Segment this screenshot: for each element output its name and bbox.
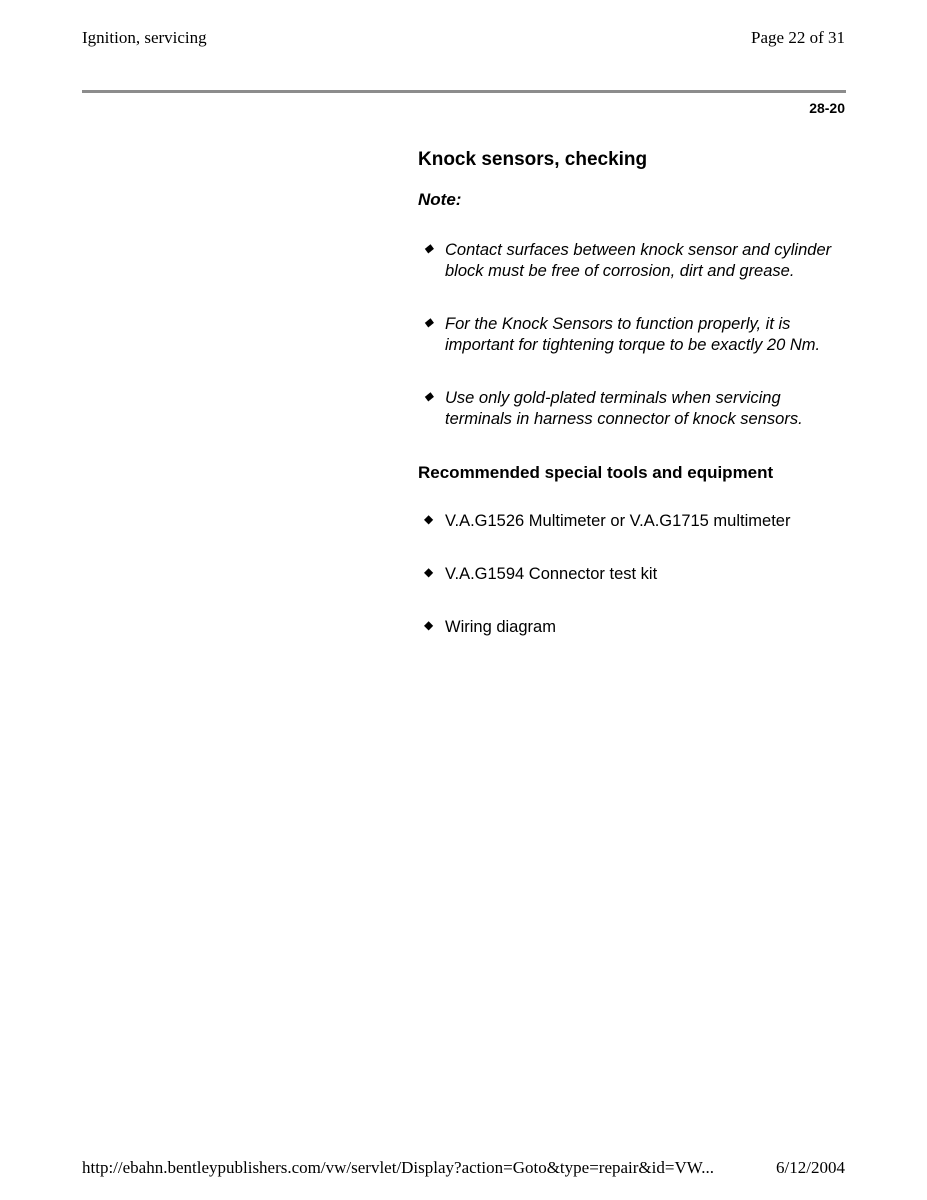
tool-text: V.A.G1526 Multimeter or V.A.G1715 multimeter bbox=[445, 512, 791, 530]
diamond-bullet-icon: ◆ bbox=[424, 389, 434, 403]
list-item bbox=[418, 564, 838, 585]
diamond-bullet-icon: ◆ bbox=[424, 315, 434, 329]
diamond-bullet-icon: ◆ bbox=[424, 512, 434, 526]
section-number: 28-20 bbox=[809, 100, 845, 116]
page-indicator: Page 22 of 31 bbox=[751, 28, 845, 47]
list-item bbox=[418, 240, 838, 282]
footer-date: 6/12/2004 bbox=[776, 1158, 845, 1177]
page-heading: Knock sensors, checking bbox=[418, 149, 648, 170]
list-item bbox=[418, 617, 838, 638]
tools-heading: Recommended special tools and equipment bbox=[418, 463, 774, 482]
list-item bbox=[418, 314, 838, 356]
note-label: Note: bbox=[418, 190, 462, 209]
tool-text: Wiring diagram bbox=[445, 618, 556, 636]
document-title: Ignition, servicing bbox=[82, 28, 207, 47]
note-text: For the Knock Sensors to function properly, it is important for tightening torque to be exactly 20 Nm. bbox=[445, 315, 821, 354]
tool-text: V.A.G1594 Connector test kit bbox=[445, 565, 658, 583]
notes-list bbox=[418, 240, 838, 430]
list-item bbox=[418, 388, 838, 430]
footer-url: http://ebahn.bentleypublishers.com/vw/servlet/Display?action=Goto&type=repair&id=VW... bbox=[82, 1158, 714, 1177]
note-text: Use only gold-plated terminals when servicing terminals in harness connector of knock sensors. bbox=[445, 389, 803, 428]
main-content bbox=[418, 147, 838, 638]
header-rule bbox=[82, 90, 846, 93]
list-item bbox=[418, 511, 838, 532]
note-text: Contact surfaces between knock sensor and cylinder block must be free of corrosion, dirt and grease. bbox=[445, 241, 832, 280]
tools-list bbox=[418, 511, 838, 638]
diamond-bullet-icon: ◆ bbox=[424, 241, 434, 255]
diamond-bullet-icon: ◆ bbox=[424, 565, 434, 579]
diamond-bullet-icon: ◆ bbox=[424, 618, 434, 632]
